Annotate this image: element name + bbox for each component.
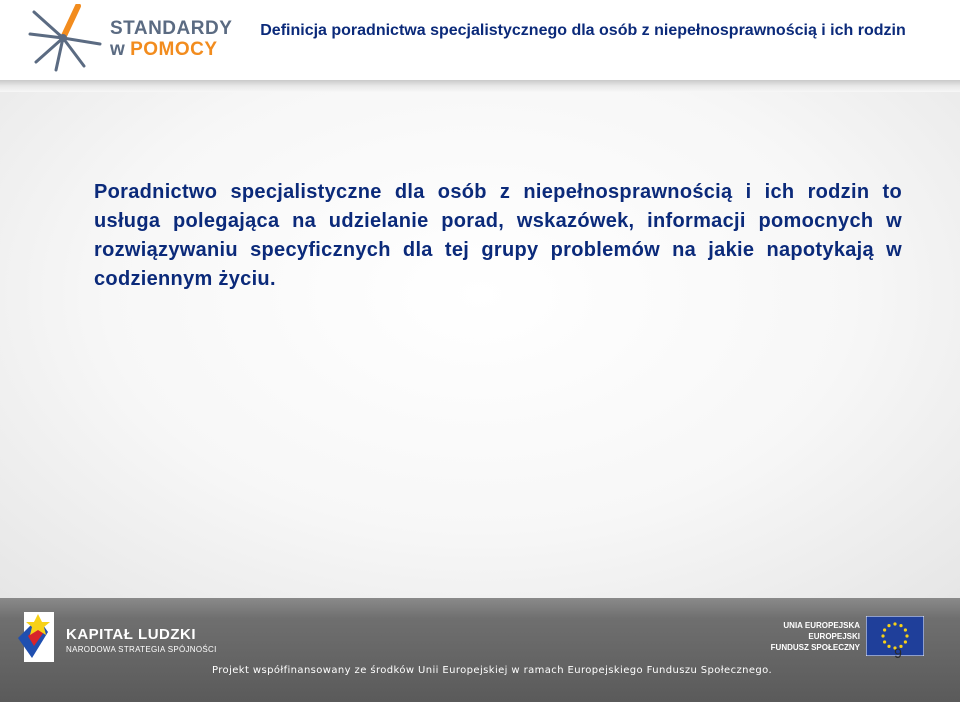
slide-title: Definicja poradnictwa specjalistycznego dla osób z niepełnosprawnością i ich rodzin <box>260 22 906 39</box>
eu-label-line-3: FUNDUSZ SPOŁECZNY <box>770 643 860 652</box>
eu-label <box>771 620 860 653</box>
header-divider <box>0 80 960 92</box>
logo-line-2-accent: POMOCY <box>130 39 218 60</box>
eu-label-line-1: UNIA EUROPEJSKA <box>783 621 860 630</box>
logo-line-2 <box>110 39 218 61</box>
slide-footer <box>0 598 960 702</box>
funding-caption: Projekt współfinansowany ze środków Unii Europejskiej w ramach Europejskiego Funduszu Społecznego. <box>212 665 773 676</box>
standardy-logo <box>22 4 232 72</box>
kapital-ludzki-subtitle: NARODOWA STRATEGIA SPÓJNOŚCI <box>66 645 217 654</box>
definition-paragraph: Poradnictwo specjalistyczne dla osób z niepełnosprawnością i ich rodzin to usługa polegająca na udzielanie porad, wskazówek, informacji pomocnych w rozwiązywaniu specyficznych dla tej grupy problemów na jakie napotykają w codziennym życiu. <box>94 181 902 290</box>
star-burst-icon <box>22 4 104 72</box>
eu-label-line-2: EUROPEJSKI <box>808 632 860 641</box>
slide-body <box>0 92 960 598</box>
logo-line-1: STANDARDY <box>110 18 233 39</box>
slide-number: 9 <box>894 645 902 661</box>
slide-header <box>0 0 960 80</box>
kapital-ludzki-logo-icon <box>14 608 62 666</box>
logo-line-2-prefix: w <box>110 39 125 60</box>
kapital-ludzki-title: KAPITAŁ LUDZKI <box>66 626 197 643</box>
